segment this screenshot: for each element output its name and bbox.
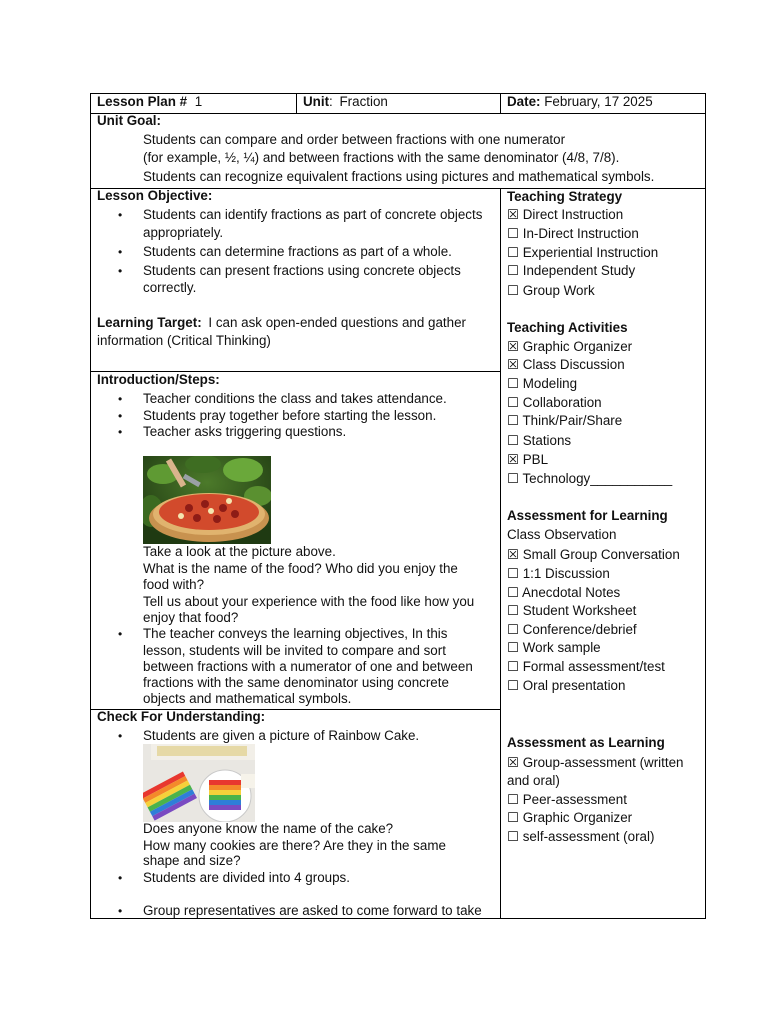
intro-last-line-3: between fractions with a numerator of one and between: [143, 659, 473, 674]
assessment-as-item: ☐ self-assessment (oral): [507, 829, 655, 844]
picture-line-4: Tell us about your experience with the food like how you: [143, 594, 475, 609]
intro-step-2: Students pray together before starting the lesson.: [143, 408, 437, 423]
bullet-icon: •: [118, 904, 123, 918]
pizza-image: [143, 456, 271, 544]
learning-target: [97, 314, 466, 333]
picture-line-1: Take a look at the picture above.: [143, 544, 336, 559]
activity-item: ☒ Class Discussion: [507, 357, 625, 372]
assessment-for-item: ☐ Student Worksheet: [507, 603, 637, 618]
strategy-item: ☐ Group Work: [507, 283, 595, 298]
strategy-item: ☐ Independent Study: [507, 263, 636, 278]
bullet-icon: •: [118, 729, 123, 743]
activity-item: ☐ Collaboration: [507, 395, 602, 410]
unit-goal-line-2: (for example, ½, ¼) and between fractions with the same denominator (4/8, 7/8).: [143, 150, 620, 165]
introduction-label: Introduction/Steps:: [97, 372, 220, 387]
activity-item: ☐ Think/Pair/Share: [507, 413, 623, 428]
unit-goal-line-1: Students can compare and order between fractions with one numerator: [143, 132, 566, 147]
assessment-as-item: ☐ Peer-assessment: [507, 792, 627, 807]
picture-line-3: food with?: [143, 577, 205, 592]
learning-target-label: Learning Target:: [97, 315, 202, 330]
intro-last-line-2: lesson, students will be invited to compare and sort: [143, 643, 446, 658]
assessment-for-item: Class Observation: [507, 527, 617, 542]
objective-3-line-2: correctly.: [143, 280, 197, 295]
unit-header: Unit: Fraction: [303, 94, 388, 109]
intro-last-line-1: The teacher conveys the learning objectives, In this: [143, 626, 448, 641]
bullet-icon: •: [118, 245, 123, 259]
strategy-item: ☐ In-Direct Instruction: [507, 226, 639, 241]
check-bullet-2: Students are divided into 4 groups.: [143, 870, 350, 885]
intro-last-line-5: objects and mathematical symbols.: [143, 691, 352, 706]
bullet-icon: •: [118, 409, 123, 423]
assessment-for-item: ☐ Oral presentation: [507, 678, 626, 693]
unit-label: Unit: [303, 94, 330, 109]
intro-step-3: Teacher asks triggering questions.: [143, 424, 347, 439]
assessment-as-item: ☒ Group-assessment (written: [507, 755, 684, 770]
objective-1-line-2: appropriately.: [143, 225, 224, 240]
objective-1-line-1: Students can identify fractions as part of concrete objects: [143, 207, 483, 222]
assessment-for-item: ☐ Formal assessment/test: [507, 659, 665, 674]
lesson-plan-header: [97, 93, 202, 112]
objective-3-line-1: Students can present fractions using concrete objects: [143, 263, 461, 278]
learning-target-line-2: information (Critical Thinking): [97, 333, 271, 348]
learning-target-line-1: I can ask open-ended questions and gather: [208, 315, 466, 330]
check-bullet-1: Students are given a picture of Rainbow Cake.: [143, 728, 420, 743]
unit-goal-line-3: Students can recognize equivalent fractions using pictures and mathematical symbols.: [143, 169, 655, 184]
picture-line-5: enjoy that food?: [143, 610, 239, 625]
bullet-icon: •: [118, 627, 123, 641]
activity-item: ☒ PBL: [507, 452, 549, 467]
assessment-for-item: ☒ Small Group Conversation: [507, 547, 680, 562]
lesson-plan-label: Lesson Plan #: [97, 94, 188, 109]
assessment-as-item: and oral): [507, 773, 560, 788]
cake-line-3: shape and size?: [143, 853, 241, 868]
objective-2: Students can determine fractions as part of a whole.: [143, 244, 452, 259]
bullet-icon: •: [118, 264, 123, 278]
picture-line-2: What is the name of the food? Who did you enjoy the: [143, 561, 458, 576]
rainbow-cake-image: [143, 744, 255, 822]
cake-line-2: How many cookies are there? Are they in the same: [143, 838, 446, 853]
bullet-icon: •: [118, 871, 123, 885]
activity-item: ☐ Modeling: [507, 376, 578, 391]
activity-item: ☒ Graphic Organizer: [507, 339, 633, 354]
teaching-activities-label: Teaching Activities: [507, 320, 628, 335]
assessment-for-item: ☐ Anecdotal Notes: [507, 585, 621, 600]
assessment-for-item: ☐ Work sample: [507, 640, 601, 655]
strategy-item: ☒ Direct Instruction: [507, 207, 624, 222]
assessment-for-item: ☐ 1:1 Discussion: [507, 566, 610, 581]
unit-goal-label: Unit Goal:: [97, 113, 161, 128]
strategy-item: ☐ Experiential Instruction: [507, 245, 659, 260]
date-label: Date:: [507, 94, 541, 109]
bullet-icon: •: [118, 425, 123, 439]
date-header: [507, 93, 653, 112]
cake-line-1: Does anyone know the name of the cake?: [143, 821, 394, 836]
assessment-as-label: Assessment as Learning: [507, 735, 665, 750]
lesson-plan-number: 1: [194, 94, 203, 109]
assessment-for-item: ☐ Conference/debrief: [507, 622, 637, 637]
bullet-icon: •: [118, 208, 123, 222]
check-bullet-3: Group representatives are asked to come forward to take: [143, 903, 482, 918]
intro-step-1: Teacher conditions the class and takes attendance.: [143, 391, 447, 406]
date-value: February, 17 2025: [544, 94, 653, 109]
teaching-strategy-label: Teaching Strategy: [507, 189, 623, 204]
assessment-for-label: Assessment for Learning: [507, 508, 668, 523]
check-understanding-label: Check For Understanding:: [97, 709, 266, 724]
lesson-objective-label: Lesson Objective:: [97, 188, 213, 203]
bullet-icon: •: [118, 392, 123, 406]
assessment-as-item: ☐ Graphic Organizer: [507, 810, 633, 825]
intro-last-line-4: fractions with the same denominator using concrete: [143, 675, 449, 690]
unit-value: Fraction: [339, 94, 388, 109]
activity-item: ☐ Stations: [507, 433, 572, 448]
activity-item: ☐ Technology___________: [507, 471, 673, 486]
